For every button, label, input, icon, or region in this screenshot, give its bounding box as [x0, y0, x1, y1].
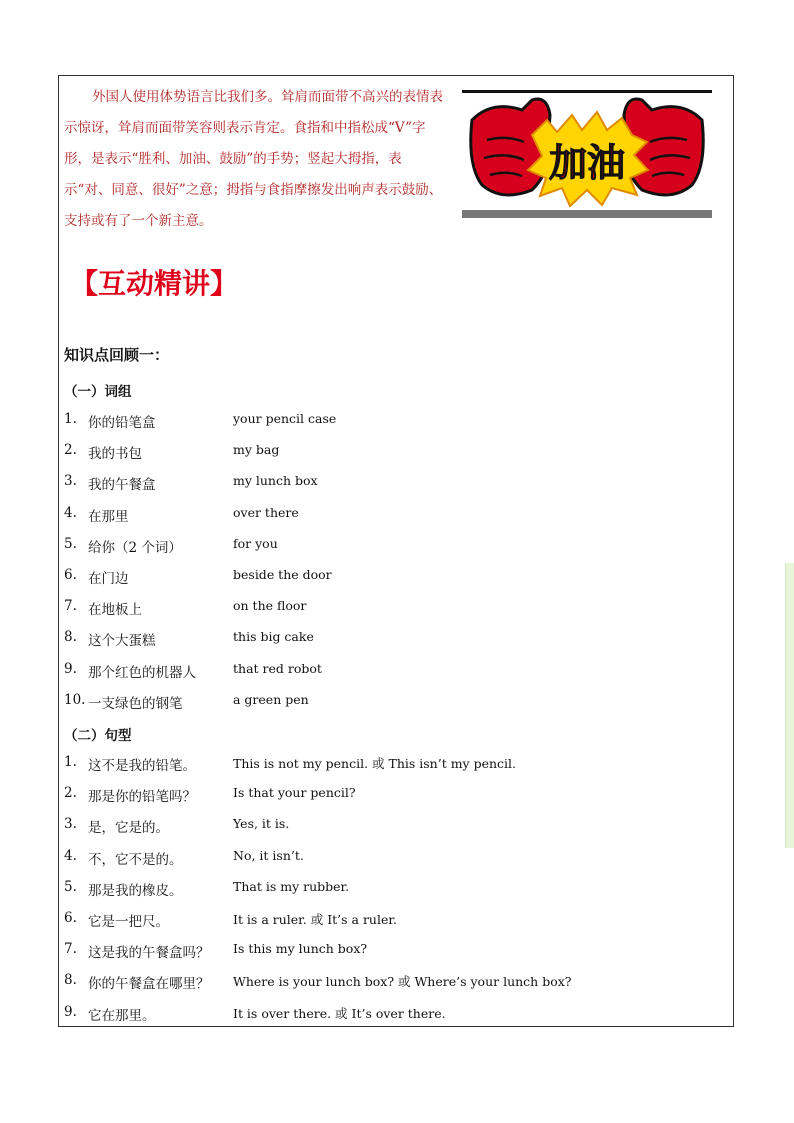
item-en: beside the door [233, 567, 332, 582]
item-num: 6. [64, 567, 77, 583]
section-title: 【互动精讲】 [70, 267, 239, 300]
item-num: 4. [64, 504, 77, 521]
intro-paragraph: 外国人使用体势语言比我们多。耸肩而面带不高兴的表情表示惊讶，耸肩而面带笑容则表示肯定。食指和中指松成“V”字形，是表示“胜利、加油、鼓励”的手势；竖起大拇指，表示“对、同意、很好”之意；拇指与食指摩擦发出响声表示鼓励、支持或有了一个新主意。 [64, 89, 443, 229]
item-cn: 一支绿色的钢笔 [88, 695, 183, 712]
item-en: Where is your lunch box? 或 Where’s your lunch box? [233, 974, 572, 990]
item-num: 7. [64, 598, 77, 615]
item-cn: 你的铅笔盒 [88, 415, 156, 431]
item-cn: 它在那里。 [88, 1007, 156, 1024]
item-en: my lunch box [233, 473, 318, 489]
item-num: 2. [64, 442, 77, 459]
item-num: 8. [64, 972, 77, 989]
thumbs-up-image [462, 90, 712, 222]
item-cn: 我的书包 [88, 446, 142, 463]
item-cn: 这个大蛋糕 [88, 633, 156, 650]
item-cn: 在那里 [88, 508, 129, 525]
item-num: 1. [64, 754, 77, 770]
item-cn: 在门边 [88, 571, 129, 587]
item-en: It is over there. 或 It’s over there. [233, 1005, 446, 1021]
item-cn: 我的午餐盒 [88, 477, 156, 494]
item-cn: 那是我的橡皮。 [88, 882, 183, 899]
item-en: Is this my lunch box? [233, 941, 368, 957]
review-title: 知识点回顾一： [64, 346, 170, 364]
item-num: 9. [64, 1003, 77, 1020]
item-num: 10. [64, 691, 86, 708]
item-num: 5. [64, 535, 77, 552]
item-num: 5. [64, 878, 77, 895]
item-en: a green pen [233, 691, 309, 707]
item-cn: 是，它是的。 [88, 820, 169, 837]
item-cn: 不，它不是的。 [88, 851, 183, 868]
item-num: 1. [64, 411, 77, 427]
jiayou-text: 加油 [548, 141, 626, 185]
item-cn: 那个红色的机器人 [88, 664, 196, 681]
item-en: that red robot [233, 660, 322, 676]
item-num: 2. [64, 785, 77, 802]
item-cn: 在地板上 [88, 602, 142, 619]
item-en: Is that your pencil? [233, 785, 356, 801]
item-cn: 这不是我的铅笔。 [88, 758, 196, 774]
item-en: This is not my pencil. 或 This isn’t my pencil. [233, 756, 517, 771]
item-en: No, it isn’t. [233, 847, 304, 863]
item-en: over there [233, 504, 299, 520]
item-cn: 你的午餐盒在哪里？ [88, 976, 210, 993]
item-cn: 这是我的午餐盒吗？ [88, 945, 210, 962]
item-num: 3. [64, 816, 77, 833]
phrases-heading: （一）词组 [64, 384, 132, 400]
item-en: your pencil case [233, 411, 337, 426]
item-num: 4. [64, 847, 77, 864]
item-en: It is a ruler. 或 It’s a ruler. [233, 912, 397, 927]
item-num: 9. [64, 660, 77, 677]
item-en: for you [233, 535, 278, 551]
item-cn: 给你（2 个词） [88, 539, 182, 556]
item-en: my bag [233, 442, 280, 458]
item-cn: 那是你的铅笔吗？ [88, 789, 196, 806]
item-num: 7. [64, 941, 77, 958]
item-en: That is my rubber. [233, 878, 350, 894]
side-tab [785, 563, 794, 848]
item-en: Yes, it is. [233, 816, 290, 832]
item-cn: 它是一把尺。 [88, 914, 169, 930]
item-num: 6. [64, 910, 77, 926]
item-num: 8. [64, 629, 77, 646]
item-en: this big cake [233, 629, 314, 645]
item-en: on the floor [233, 598, 307, 614]
item-num: 3. [64, 473, 77, 490]
sentences-heading: （二）句型 [64, 728, 132, 744]
